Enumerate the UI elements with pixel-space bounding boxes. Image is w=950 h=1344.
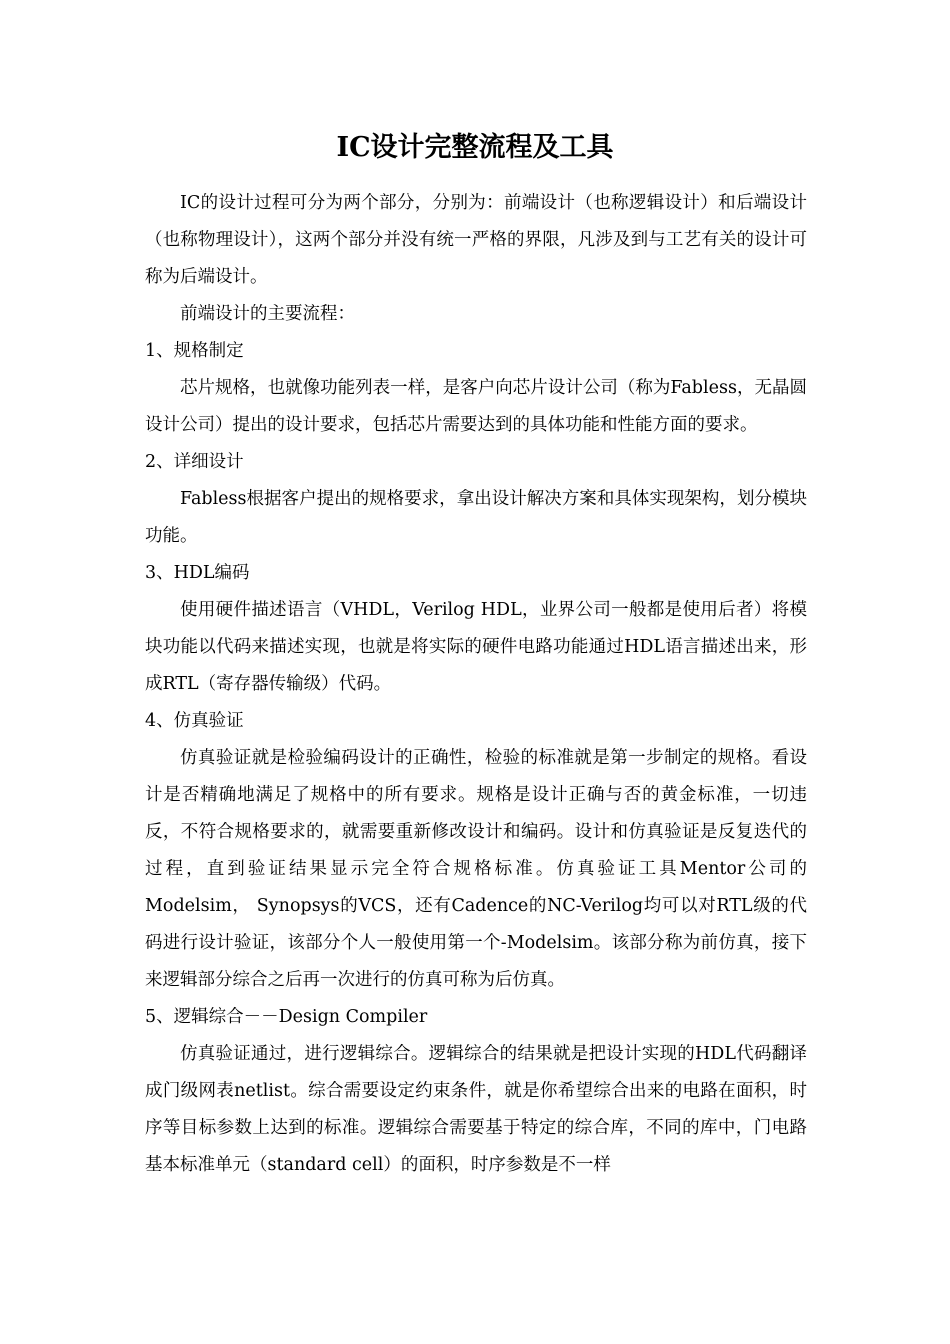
- section-text-simulation: 仿真验证就是检验编码设计的正确性，检验的标准就是第一步制定的规格。看设计是否精确地满足了规格中的所有要求。规格是设计正确与否的黄金标准，一切违反，不符合规格要求的，就需要重新修改设计和编码。设计和仿真验证是反复迭代的过程，直到验证结果显示完全符合规格标准。仿真验证工具Mentor公司的Modelsim， Synopsys的VCS，还有Cadence的NC-Verilog均可以对RTL级的代码进行设计验证，该部分个人一般使用第一个-Modelsim。该部分称为前仿真，接下来逻辑部分综合之后再一次进行的仿真可称为后仿真。: [145, 748, 807, 990]
- section-heading-simulation: 4、仿真验证: [145, 711, 244, 731]
- section-text-hdl-coding: 使用硬件描述语言（VHDL，Verilog HDL，业界公司一般都是使用后者）将模块功能以代码来描述实现，也就是将实际的硬件电路功能通过HDL语言描述出来，形成RTL（寄存器传输级）代码。: [145, 600, 807, 694]
- section-text-detailed-design: Fabless根据客户提出的规格要求，拿出设计解决方案和具体实现架构，划分模块功能。: [145, 489, 807, 546]
- document-body: [145, 185, 807, 1184]
- document-title: IC设计完整流程及工具: [336, 132, 614, 163]
- frontend-intro-paragraph: 前端设计的主要流程：: [180, 304, 355, 324]
- section-text-spec: 芯片规格，也就像功能列表一样，是客户向芯片设计公司（称为Fabless，无晶圆设计公司）提出的设计要求，包括芯片需要达到的具体功能和性能方面的要求。: [145, 378, 807, 435]
- section-heading-logic-synthesis: 5、逻辑综合－－Design Compiler: [145, 1007, 428, 1027]
- section-heading-hdl-coding: 3、HDL编码: [145, 563, 250, 583]
- section-text-logic-synthesis: 仿真验证通过，进行逻辑综合。逻辑综合的结果就是把设计实现的HDL代码翻译成门级网表netlist。综合需要设定约束条件，就是你希望综合出来的电路在面积，时序等目标参数上达到的标准。逻辑综合需要基于特定的综合库，不同的库中，门电路基本标准单元（standard cell）的面积，时序参数是不一样: [145, 1044, 807, 1175]
- section-heading-spec: 1、规格制定: [145, 341, 244, 361]
- intro-paragraph: IC的设计过程可分为两个部分，分别为：前端设计（也称逻辑设计）和后端设计（也称物理设计），这两个部分并没有统一严格的界限，凡涉及到与工艺有关的设计可称为后端设计。: [145, 193, 807, 287]
- section-heading-detailed-design: 2、详细设计: [145, 452, 244, 472]
